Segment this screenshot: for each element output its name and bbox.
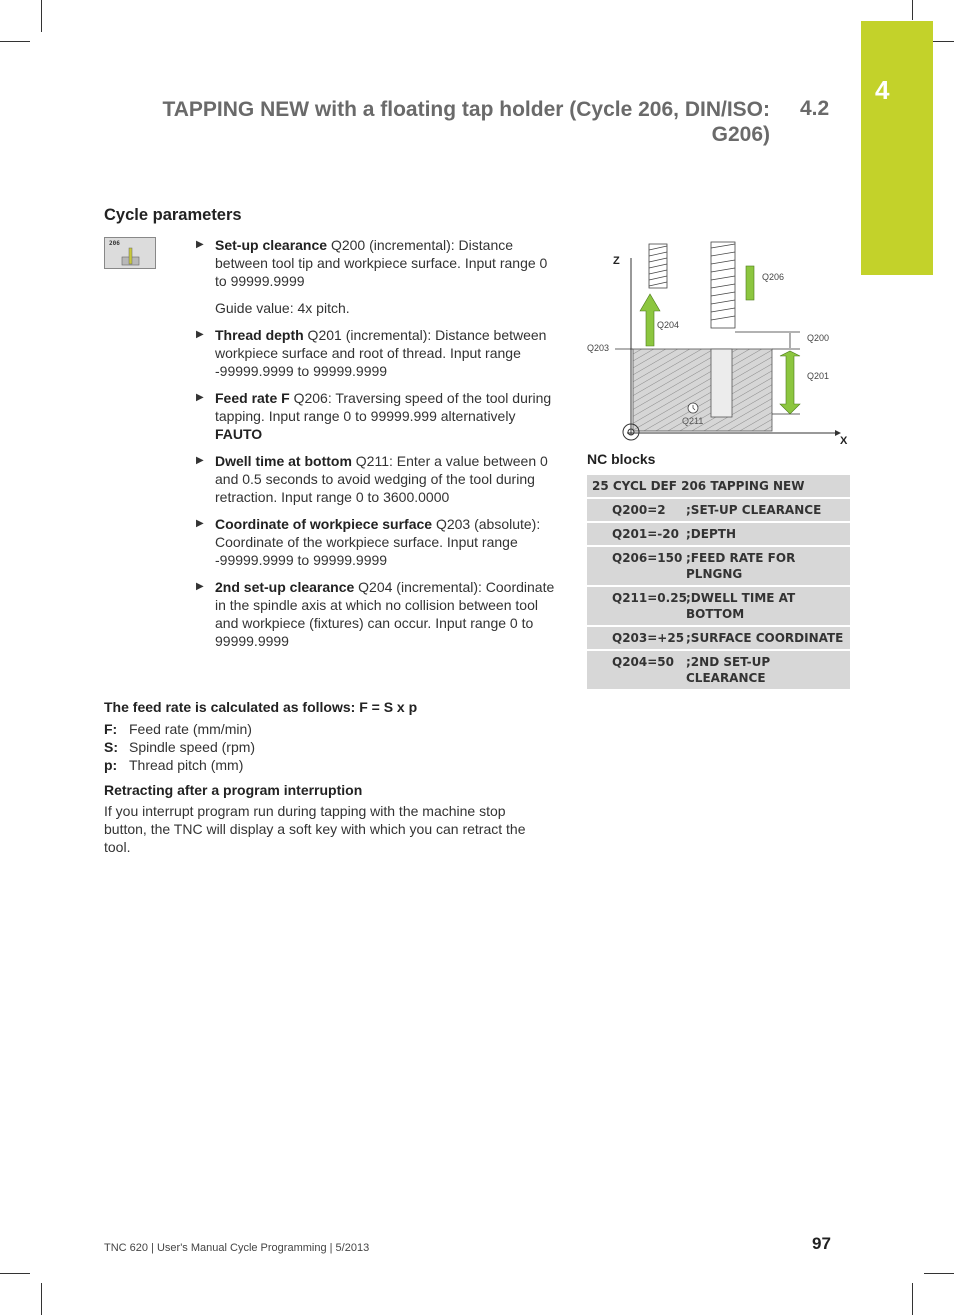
nc-code: Q201=-20 bbox=[612, 527, 679, 541]
crop-mark bbox=[41, 1283, 42, 1315]
crop-mark bbox=[41, 0, 42, 32]
param-name: 2nd set-up clearance bbox=[215, 579, 355, 595]
depth-arrow bbox=[780, 351, 800, 414]
chapter-number: 4 bbox=[875, 75, 890, 105]
nc-comment: ;SET-UP CLEARANCE bbox=[686, 503, 822, 517]
bullet-arrow-icon: ▶ bbox=[196, 581, 204, 592]
param-name: Dwell time at bottom bbox=[215, 453, 352, 469]
nc-code: Q200=2 bbox=[612, 503, 666, 517]
nc-row bbox=[587, 523, 850, 547]
param-thread-depth bbox=[196, 326, 561, 380]
page-title: TAPPING NEW with a floating tap holder (Cycle 206, DIN/ISO: G206) bbox=[162, 98, 770, 146]
feed-arrow bbox=[746, 266, 754, 300]
param-name: Thread depth bbox=[215, 327, 304, 343]
nc-code: Q203=+25 bbox=[612, 631, 685, 645]
crop-mark bbox=[924, 1273, 954, 1274]
definition-value: Spindle speed (rpm) bbox=[129, 739, 256, 755]
param-desc: Q204 (incremental): Coordinate in the spindle axis at which no collision between tool and workpiece (fixtures) can occur. Input range 0 to 99999.9999 bbox=[215, 579, 555, 649]
param-name: Feed rate F bbox=[215, 390, 290, 406]
crop-mark bbox=[912, 1283, 913, 1315]
nc-comment: ;2ND SET-UP CLEARANCE bbox=[686, 655, 771, 685]
definition-row bbox=[104, 720, 544, 738]
definition-key: S: bbox=[104, 739, 118, 755]
nc-blocks-table bbox=[587, 475, 850, 691]
definition-key: F: bbox=[104, 721, 118, 737]
param-desc: Q211: Enter a value between 0 and 0.5 seconds to avoid wedging of the tool during retraction. Input range 0 to 3600.0000 bbox=[215, 453, 548, 505]
nc-row-cycl-def: 25 CYCL DEF 206 TAPPING NEW bbox=[587, 475, 850, 499]
bullet-arrow-icon: ▶ bbox=[196, 518, 204, 529]
page-number: 97 bbox=[812, 1234, 831, 1253]
nc-comment: ;DEPTH bbox=[686, 527, 736, 541]
param-surface-coordinate bbox=[196, 515, 561, 569]
section-heading: Cycle parameters bbox=[104, 206, 242, 224]
definition-key: p: bbox=[104, 757, 118, 773]
definition-value: Thread pitch (mm) bbox=[129, 757, 244, 773]
param-2nd-setup-clearance bbox=[196, 578, 561, 650]
feed-rate-section bbox=[104, 699, 544, 856]
definition-value: Feed rate (mm/min) bbox=[129, 721, 252, 737]
param-dwell-time bbox=[196, 452, 561, 506]
thread-bore bbox=[711, 349, 732, 417]
bullet-arrow-icon: ▶ bbox=[196, 392, 204, 403]
nc-row bbox=[587, 627, 850, 651]
nc-row bbox=[587, 651, 850, 691]
crop-mark bbox=[912, 0, 913, 20]
nc-row bbox=[587, 499, 850, 523]
nc-code: Q204=50 bbox=[612, 655, 675, 669]
param-feed-rate bbox=[196, 389, 561, 443]
footer-text: TNC 620 | User's Manual Cycle Programming | 5/2013 bbox=[104, 1242, 370, 1254]
x-axis-label: X bbox=[840, 435, 848, 447]
guide-value: Guide value: 4x pitch. bbox=[215, 300, 350, 316]
param-desc: Q206: Traversing speed of the tool during tapping. Input range 0 to 99999.999 alternatively bbox=[215, 390, 552, 424]
z-axis-label: Z bbox=[613, 255, 620, 267]
bullet-arrow-icon: ▶ bbox=[196, 329, 204, 340]
nc-comment: ;FEED RATE FOR PLNGNG bbox=[686, 551, 796, 581]
crop-mark bbox=[0, 41, 30, 42]
param-desc: Q200 (incremental): Distance between tool tip and workpiece surface. Input range 0 to 99999.9999 bbox=[215, 237, 548, 289]
nc-row bbox=[587, 547, 850, 587]
definition-row bbox=[104, 738, 544, 756]
nc-blocks-heading: NC blocks bbox=[587, 451, 656, 467]
bullet-arrow-icon: ▶ bbox=[196, 239, 204, 250]
section-number: 4.2 bbox=[800, 97, 830, 120]
q204-label: Q204 bbox=[657, 320, 680, 330]
retract-paragraph: If you interrupt program run during tapping with the machine stop button, the TNC will display a soft key with which you can retract the tool. bbox=[104, 803, 526, 855]
feed-rate-heading: The feed rate is calculated as follows: F = S x p bbox=[104, 699, 418, 715]
tap-tool bbox=[711, 242, 735, 328]
cycle-softkey-icon bbox=[104, 237, 156, 269]
q200-label: Q200 bbox=[807, 333, 830, 343]
param-desc: Q203 (absolute): Coordinate of the workpiece surface. Input range -99999.9999 to 99999.9999 bbox=[215, 516, 541, 568]
tap-tool-retracted bbox=[649, 244, 667, 288]
nc-code: Q211=0.25 bbox=[612, 591, 687, 605]
param-name: Set-up clearance bbox=[215, 237, 328, 253]
nc-row bbox=[587, 587, 850, 627]
bullet-arrow-icon: ▶ bbox=[196, 455, 204, 466]
definition-row bbox=[104, 756, 544, 774]
nc-code: Q206=150 bbox=[612, 551, 683, 565]
softkey-label: 206 bbox=[109, 240, 120, 247]
param-desc: Q201 (incremental): Distance between workpiece surface and root of thread. Input range -99999.9999 to 99999.9999 bbox=[215, 327, 547, 379]
param-setup-clearance bbox=[196, 236, 561, 290]
q201-label: Q201 bbox=[807, 371, 830, 381]
retract-heading: Retracting after a program interruption bbox=[104, 782, 363, 798]
q211-label: Q211 bbox=[682, 416, 704, 426]
q203-label: Q203 bbox=[587, 343, 610, 353]
nc-comment: ;SURFACE COORDINATE bbox=[686, 631, 844, 645]
parameter-list bbox=[196, 236, 561, 659]
param-name: Coordinate of workpiece surface bbox=[215, 516, 433, 532]
param-suffix: FAUTO bbox=[215, 426, 263, 442]
tapping-diagram bbox=[585, 236, 853, 452]
q206-label: Q206 bbox=[762, 272, 785, 282]
nc-comment: ;DWELL TIME AT BOTTOM bbox=[686, 591, 796, 621]
crop-mark bbox=[0, 1273, 30, 1274]
chapter-tab bbox=[861, 21, 933, 275]
